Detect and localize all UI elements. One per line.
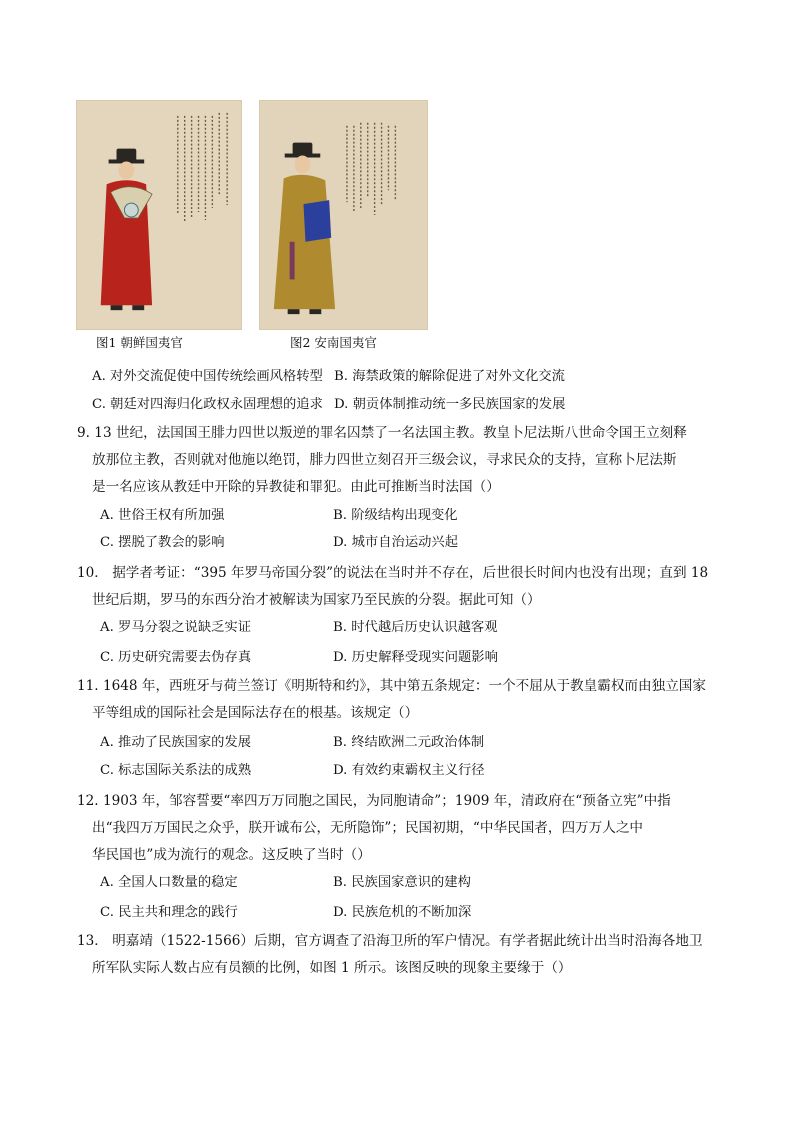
q10-line-2: 世纪后期，罗马的东西分治才被解读为国家乃至民族的分裂。据此可知（） (92, 592, 541, 608)
q9-option-d: D. 城市自治运动兴起 (333, 535, 459, 550)
q12-line-1: 12. 1903 年，邹容誓要“率四万万同胞之国民，为同胞请命”；1909 年，清政府在“预备立宪”中指 (77, 793, 671, 809)
q12-option-b: B. 民族国家意识的建构 (333, 875, 471, 890)
q11-option-d: D. 有效约束霸权主义行径 (333, 763, 485, 778)
q12-option-c: C. 民主共和理念的践行 (100, 905, 238, 920)
q8-option-a: A. 对外交流促使中国传统绘画风格转型 (92, 369, 323, 384)
q12-option-d: D. 民族危机的不断加深 (333, 905, 472, 920)
q8-option-b: B. 海禁政策的解除促进了对外文化交流 (334, 369, 565, 384)
q9-option-b: B. 阶级结构出现变化 (333, 508, 458, 523)
calligraphy-columns (347, 123, 395, 215)
q11-option-c: C. 标志国际关系法的成熟 (100, 763, 252, 778)
q9-option-a: A. 世俗王权有所加强 (100, 508, 225, 523)
q11-option-a: A. 推动了民族国家的发展 (100, 735, 252, 750)
q12-line-3: 华民国也”成为流行的观念。这反映了当时（） (92, 847, 371, 863)
q13-line-2: 所军队实际人数占应有员额的比例，如图 1 所示。该图反映的现象主要缘于（） (92, 960, 572, 976)
q11-line-1: 11. 1648 年，西班牙与荷兰签订《明斯特和约》，其中第五条规定：一个不屈从于教皇霸权而由独立国家 (77, 678, 706, 694)
figure-korean-official (76, 100, 242, 330)
figure2-caption: 图2 安南国夷官 (290, 335, 377, 350)
korean-official-painting (77, 101, 241, 329)
q9-line-1: 9. 13 世纪，法国国王腓力四世以叛逆的罪名囚禁了一名法国主教。教皇卜尼法斯八世命令国王立刻释 (77, 425, 687, 441)
q9-option-c: C. 摆脱了教会的影响 (100, 535, 225, 550)
q12-option-a: A. 全国人口数量的稳定 (100, 875, 238, 890)
figure-annam-official (259, 100, 428, 330)
q8-option-d: D. 朝贡体制推动统一多民族国家的发展 (334, 397, 566, 412)
q10-option-c: C. 历史研究需要去伪存真 (100, 650, 252, 665)
figure1-caption: 图1 朝鲜国夷官 (96, 335, 183, 350)
q11-option-b: B. 终结欧洲二元政治体制 (333, 735, 485, 750)
q8-option-c: C. 朝廷对四海归化政权永固理想的追求 (92, 397, 323, 412)
q10-line-1: 10． 据学者考证：“395 年罗马帝国分裂”的说法在当时并不存在，后世很长时间内也没有出现；直到 18 (77, 565, 709, 581)
q10-option-a: A. 罗马分裂之说缺乏实证 (100, 620, 252, 635)
q13-line-1: 13． 明嘉靖（1522-1566）后期，官方调查了沿海卫所的军户情况。有学者据此统计出当时沿海各地卫 (77, 933, 703, 949)
q11-line-2: 平等组成的国际社会是国际法存在的根基。该规定（） (92, 705, 419, 721)
calligraphy-columns (178, 113, 227, 222)
q10-option-d: D. 历史解释受现实问题影响 (333, 650, 498, 665)
annam-official-painting (260, 101, 427, 329)
q10-option-b: B. 时代越后历史认识越客观 (333, 620, 498, 635)
q9-line-3: 是一名应该从教廷中开除的异教徒和罪犯。由此可推断当时法国（） (92, 479, 500, 495)
q12-line-2: 出“我四万万国民之众乎，朕开诚布公，无所隐饰”；民国初期，“中华民国者，四万万人之中 (92, 820, 644, 836)
q9-line-2: 放那位主教，否则就对他施以绝罚，腓力四世立刻召开三级会议，寻求民众的支持，宣称卜尼法斯 (92, 452, 677, 468)
